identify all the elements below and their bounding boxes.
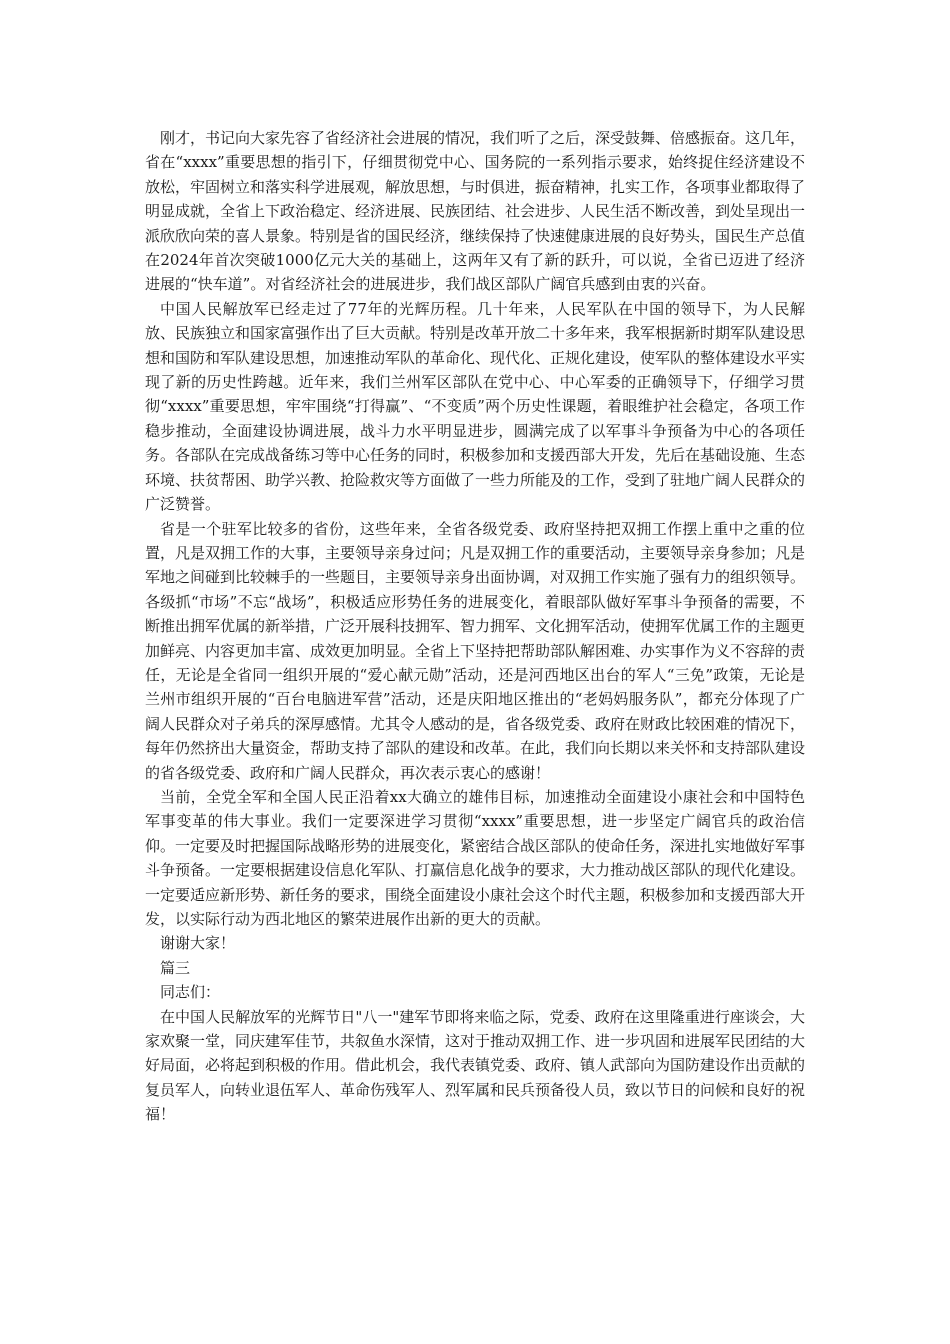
paragraph-army-day: 在中国人民解放军的光辉节日"八一"建军节即将来临之际，党委、政府在这里隆重进行座谈会，大家欢聚一堂，同庆建军佳节，共叙鱼水深情，这对于推动双拥工作、进一步巩固和进展军民团结的大好局面，必将起到积极的作用。借此机会，我代表镇党委、政府、镇人武部向为国防建设作出贡献的复员军人，向转业退伍军人、革命伤残军人、烈军属和民兵预备役人员，致以节日的问候和良好的祝福！ bbox=[145, 1007, 806, 1124]
paragraph-pla-history: 中国人民解放军已经走过了77年的光辉历程。几十年来，人民军队在中国的领导下，为人民解放、民族独立和国家富强作出了巨大贡献。特别是改革开放二十多年来，我军根据新时期军队建设思想和国防和军队建设思想，加速推动军队的革命化、现代化、正规化建设，使军队的整体建设水平实现了新的历史性跨越。近年来，我们兰州军区部队在党中心、中心军委的正确领导下，仔细学习贯彻“xxxx”重要思想，牢牢围绕“打得赢”、“不变质”两个历史性课题，着眼维护社会稳定，各项工作稳步推动，全面建设协调进展，战斗力水平明显进步，圆满完成了以军事斗争预备为中心的各项任务。各部队在完成战备练习等中心任务的同时，积极参加和支援西部大开发，先后在基础设施、生态环境、扶贫帮困、助学兴教、抢险救灾等方面做了一些力所能及的工作，受到了驻地广阔人民群众的广泛赞誉。 bbox=[145, 299, 806, 514]
section-heading: 篇三 bbox=[160, 958, 191, 977]
paragraph-double-support: 省是一个驻军比较多的省份，这些年来，全省各级党委、政府坚持把双拥工作摆上重中之重的位置，凡是双拥工作的大事，主要领导亲身过问；凡是双拥工作的重要活动，主要领导亲身参加；凡是军地之间碰到比较棘手的一些题目，主要领导亲身出面协调，对双拥工作实施了强有力的组织领导。各级抓“市场”不忘“战场”，积极适应形势任务的进展变化，着眼部队做好军事斗争预备的需要，不断推出拥军优属的新举措，广泛开展科技拥军、智力拥军、文化拥军活动，使拥军优属工作的主题更加鲜亮、内容更加丰富、成效更加明显。全省上下坚持把帮助部队解困难、办实事作为义不容辞的责任，无论是全省同一组织开展的“爱心献元勋”活动，还是河西地区出台的军人“三免”政策，无论是兰州市组织开展的“百台电脑进军营”活动，还是庆阳地区推出的“老妈妈服务队”，都充分体现了广阔人民群众对子弟兵的深厚感情。尤其令人感动的是，省各级党委、政府在财政比较困难的情况下，每年仍然挤出大量资金，帮助支持了部队的建设和改革。在此，我们向长期以来关怀和支持部队建设的省各级党委、政府和广阔人民群众，再次表示衷心的感谢！ bbox=[145, 519, 806, 782]
salutation: 同志们： bbox=[160, 983, 221, 1002]
document-page bbox=[145, 126, 805, 1127]
paragraph-current-tasks: 当前，全党全军和全国人民正沿着xx大确立的雄伟目标，加速推动全面建设小康社会和中国特色军事变革的伟大事业。我们一定要深进学习贯彻“xxxx”重要思想，进一步坚定广阔官兵的政治信仰。一定要及时把握国际战略形势的进展变化，紧密结合战区部队的使命任务，深进扎实地做好军事斗争预备。一定要根据建设信息化军队、打赢信息化战争的要求，大力推动战区部队的现代化建设。一定要适应新形势、新任务的要求，围绕全面建设小康社会这个时代主题，积极参加和支援西部大开发，以实际行动为西北地区的繁荣进展作出新的更大的贡献。 bbox=[145, 787, 806, 928]
paragraph-thanks: 谢谢大家！ bbox=[160, 934, 236, 953]
paragraph-economy: 刚才，书记向大家先容了省经济社会进展的情况，我们听了之后，深受鼓舞、倍感振奋。这几年，省在“xxxx”重要思想的指引下，仔细贯彻党中心、国务院的一系列指示要求，始终捉住经济建设不放松，牢固树立和落实科学进展观，解放思想，与时俱进，振奋精神，扎实工作，各项事业都取得了明显成就，全省上下政治稳定、经济进展、民族团结、社会进步、人民生活不断改善，到处呈现出一派欣欣向荣的喜人景象。特别是省的国民经济，继续保持了快速健康进展的良好势头，国民生产总值在2024年首次突破1000亿元大关的基础上，这两年又有了新的跃升，可以说，全省已迈进了经济进展的“快车道”。对省经济社会的进展进步，我们战区部队广阔官兵感到由衷的兴奋。 bbox=[145, 129, 806, 294]
